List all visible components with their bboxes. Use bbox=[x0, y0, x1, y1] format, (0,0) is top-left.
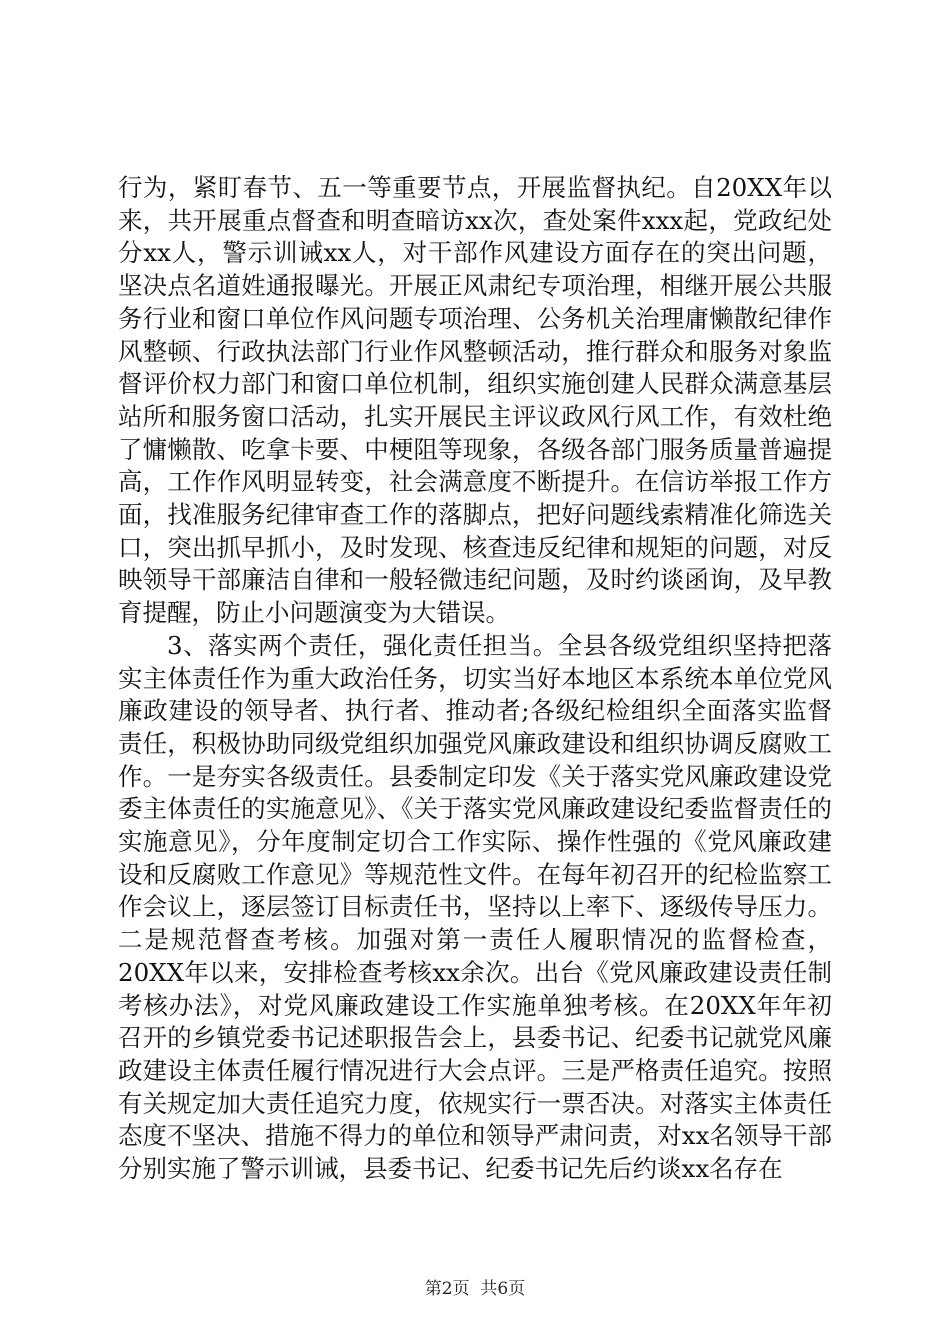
paragraph-2: 3、落实两个责任，强化责任担当。全县各级党组织坚持把落实主体责任作为重大政治任务，切实当好本地区本系统本单位党风廉政建设的领导者、执行者、推动者;各级纪检组织全面落实监督责任，积极协助同级党组织加强党风廉政建设和组织协调反腐败工作。一是夯实各级责任。县委制定印发《关于落实党风廉政建设党委主体责任的实施意见》、《关于落实党风廉政建设纪委监督责任的实施意见》，分年度制定切合工作实际、操作性强的《党风廉政建设和反腐败工作意见》等规范性文件。在每年初召开的纪检监察工作会议上，逐层签订目标责任书，坚持以上率下、逐级传导压力。二是规范督查考核。加强对第一责任人履职情况的监督检查，20XX年以来，安排检查考核xx余次。出台《党风廉政建设责任制考核办法》，对党风廉政建设工作实施单独考核。在20XX年年初召开的乡镇党委书记述职报告会上，县委书记、纪委书记就党风廉政建设主体责任履行情况进行大会点评。三是严格责任追究。按照有关规定加大责任追究力度，依规实行一票否决。对落实主体责任态度不坚决、措施不得力的单位和领导严肃问责，对xx名领导干部分别实施了警示训诫，县委书记、纪委书记先后约谈xx名存在 bbox=[118, 630, 832, 1184]
page-footer: 第2页 共6页 bbox=[424, 1279, 526, 1299]
document-body bbox=[118, 172, 832, 1186]
paragraph-1: 行为，紧盯春节、五一等重要节点，开展监督执纪。自20XX年以来，共开展重点督查和明查暗访xx次，查处案件xxx起，党政纪处分xx人，警示训诫xx人，对干部作风建设方面存在的突出问题，坚决点名道姓通报曝光。开展正风肃纪专项治理，相继开展公共服务行业和窗口单位作风问题专项治理、公务机关治理庸懒散纪律作风整顿、行政执法部门行业作风整顿活动，推行群众和服务对象监督评价权力部门和窗口单位机制，组织实施创建人民群众满意基层站所和服务窗口活动，扎实开展民主评议政风行风工作，有效杜绝了慵懒散、吃拿卡要、中梗阻等现象，各级各部门服务质量普遍提高，工作作风明显转变，社会满意度不断提升。在信访举报工作方面，找准服务纪律审查工作的落脚点，把好问题线索精准化筛选关口，突出抓早抓小，及时发现、核查违反纪律和规矩的问题，对反映领导干部廉洁自律和一般轻微违纪问题，及时约谈函询，及早教育提醒，防止小问题演变为大错误。 bbox=[118, 173, 832, 628]
